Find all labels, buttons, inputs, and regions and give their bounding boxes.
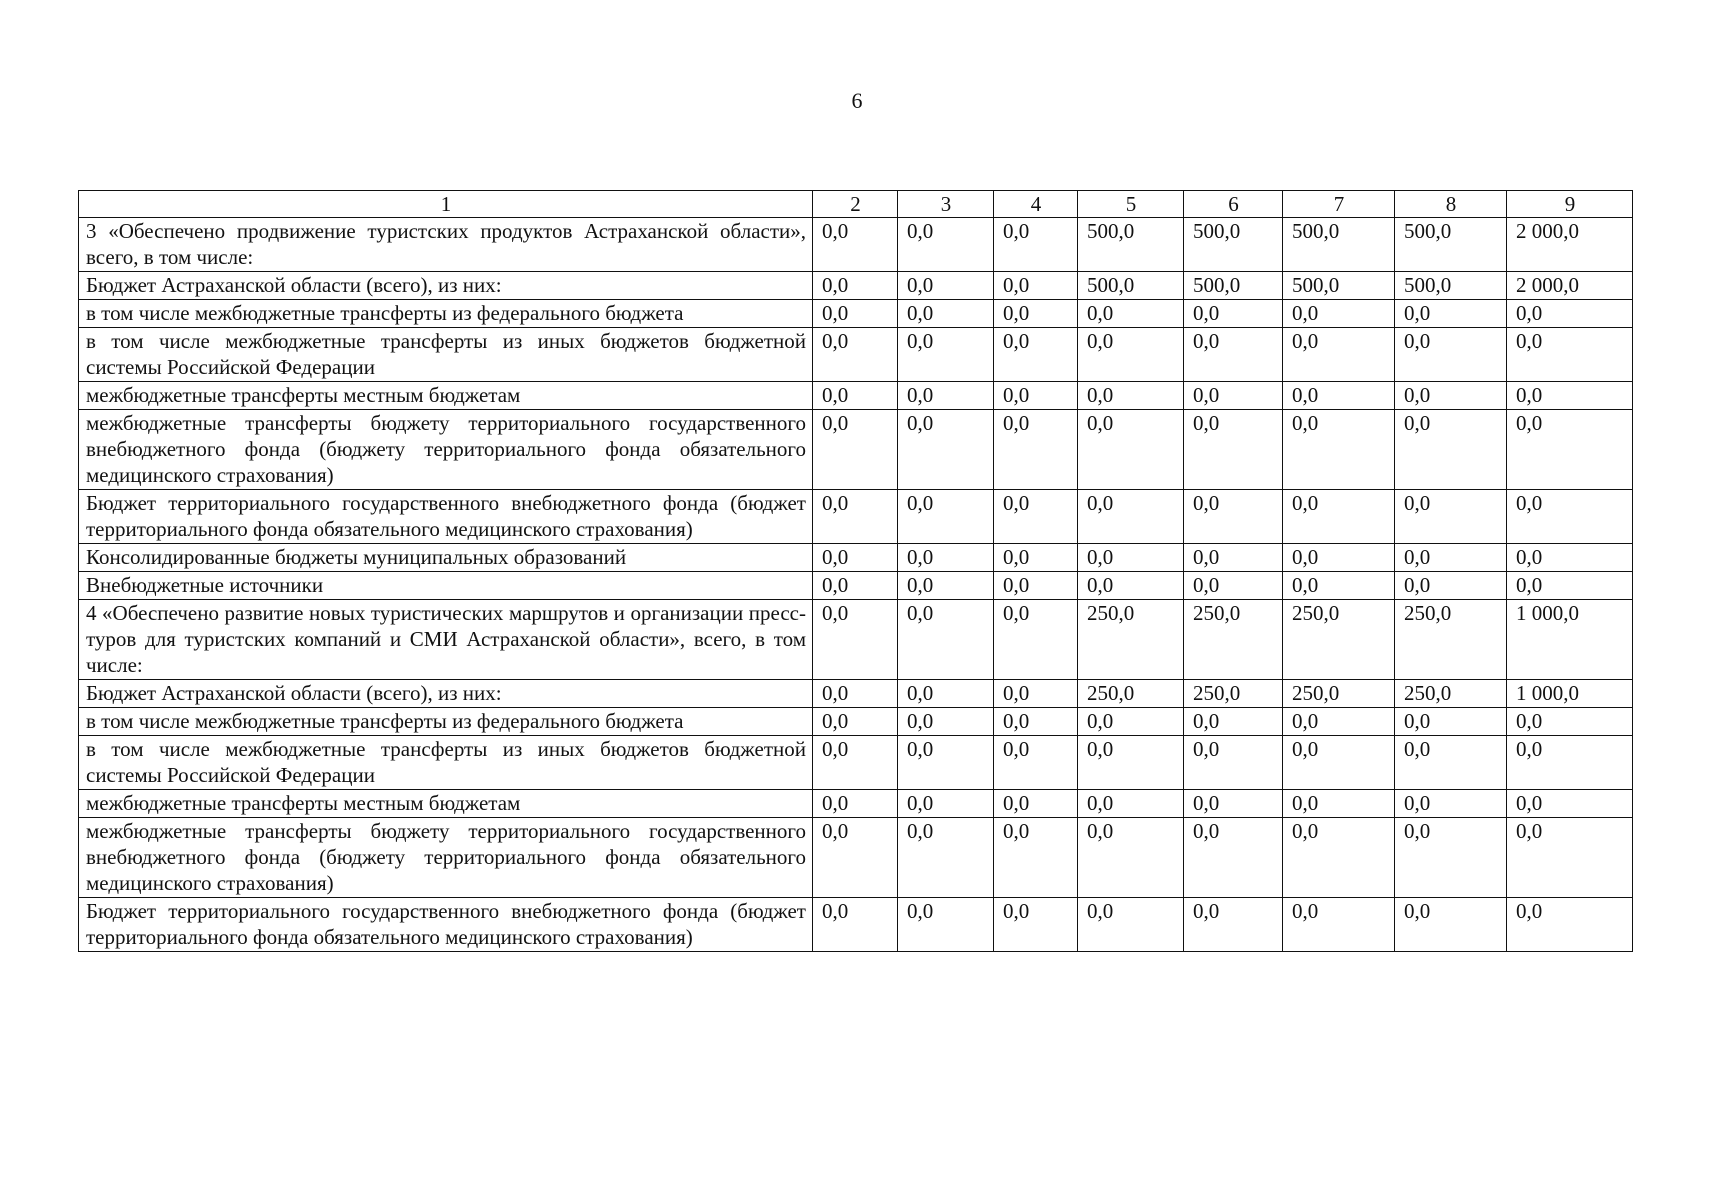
cell-value: 0,0 (813, 300, 898, 328)
cell-value: 250,0 (1283, 600, 1395, 680)
row-label: Бюджет Астраханской области (всего), из них: (79, 272, 813, 300)
table-row (79, 680, 1633, 708)
cell-value: 0,0 (1078, 382, 1184, 410)
row-label: межбюджетные трансферты местным бюджетам (79, 790, 813, 818)
row-label: в том числе межбюджетные трансферты из федерального бюджета (79, 708, 813, 736)
cell-value: 0,0 (1184, 328, 1283, 382)
table-row (79, 410, 1633, 490)
cell-value: 0,0 (1283, 382, 1395, 410)
cell-value: 0,0 (1078, 736, 1184, 790)
row-label: Бюджет территориального государственного внебюджетного фонда (бюджет территориального фонда обязательного медицинского страхования) (79, 898, 813, 952)
cell-value: 0,0 (1184, 708, 1283, 736)
cell-value: 0,0 (994, 300, 1078, 328)
cell-value: 0,0 (1507, 382, 1633, 410)
budget-table (78, 190, 1633, 952)
budget-table-container (78, 190, 1632, 952)
cell-value: 0,0 (898, 490, 994, 544)
cell-value: 0,0 (1184, 572, 1283, 600)
cell-value: 500,0 (1395, 272, 1507, 300)
cell-value: 0,0 (994, 272, 1078, 300)
row-label: Бюджет территориального государственного внебюджетного фонда (бюджет территориального фонда обязательного медицинского страхования) (79, 490, 813, 544)
cell-value: 0,0 (994, 898, 1078, 952)
row-label: 4 «Обеспечено развитие новых туристических маршрутов и организации пресс-туров для туристских компаний и СМИ Астраханской области», всего, в том числе: (79, 600, 813, 680)
cell-value: 0,0 (1283, 410, 1395, 490)
cell-value: 0,0 (813, 898, 898, 952)
cell-value: 0,0 (1395, 708, 1507, 736)
column-header: 4 (994, 191, 1078, 218)
cell-value: 0,0 (813, 490, 898, 544)
cell-value: 0,0 (1395, 790, 1507, 818)
cell-value: 0,0 (1078, 818, 1184, 898)
cell-value: 0,0 (1507, 544, 1633, 572)
cell-value: 0,0 (1507, 708, 1633, 736)
cell-value: 0,0 (1395, 490, 1507, 544)
cell-value: 0,0 (1078, 328, 1184, 382)
cell-value: 0,0 (813, 736, 898, 790)
cell-value: 0,0 (1078, 490, 1184, 544)
cell-value: 0,0 (813, 272, 898, 300)
cell-value: 0,0 (813, 680, 898, 708)
cell-value: 500,0 (1184, 272, 1283, 300)
row-label: в том числе межбюджетные трансферты из иных бюджетов бюджетной системы Российской Федерации (79, 736, 813, 790)
cell-value: 0,0 (1184, 790, 1283, 818)
cell-value: 0,0 (898, 736, 994, 790)
cell-value: 0,0 (813, 600, 898, 680)
table-row (79, 218, 1633, 272)
cell-value: 0,0 (994, 544, 1078, 572)
cell-value: 250,0 (1395, 600, 1507, 680)
column-header: 3 (898, 191, 994, 218)
cell-value: 0,0 (994, 708, 1078, 736)
cell-value: 0,0 (1395, 544, 1507, 572)
cell-value: 0,0 (1184, 818, 1283, 898)
cell-value: 0,0 (813, 708, 898, 736)
cell-value: 0,0 (1184, 382, 1283, 410)
table-row (79, 790, 1633, 818)
table-row (79, 490, 1633, 544)
row-label: Консолидированные бюджеты муниципальных образований (79, 544, 813, 572)
row-label: Внебюджетные источники (79, 572, 813, 600)
cell-value: 0,0 (1283, 736, 1395, 790)
cell-value: 1 000,0 (1507, 600, 1633, 680)
cell-value: 0,0 (994, 410, 1078, 490)
column-header: 9 (1507, 191, 1633, 218)
cell-value: 0,0 (898, 790, 994, 818)
cell-value: 0,0 (1395, 382, 1507, 410)
cell-value: 0,0 (1078, 708, 1184, 736)
cell-value: 2 000,0 (1507, 218, 1633, 272)
cell-value: 0,0 (1283, 898, 1395, 952)
cell-value: 0,0 (1078, 410, 1184, 490)
column-header: 2 (813, 191, 898, 218)
cell-value: 1 000,0 (1507, 680, 1633, 708)
cell-value: 0,0 (1078, 544, 1184, 572)
cell-value: 0,0 (898, 680, 994, 708)
cell-value: 0,0 (1283, 300, 1395, 328)
cell-value: 0,0 (813, 410, 898, 490)
column-header: 1 (79, 191, 813, 218)
cell-value: 0,0 (1507, 818, 1633, 898)
table-row (79, 898, 1633, 952)
cell-value: 250,0 (1283, 680, 1395, 708)
cell-value: 0,0 (1078, 790, 1184, 818)
cell-value: 0,0 (813, 218, 898, 272)
cell-value: 0,0 (813, 818, 898, 898)
cell-value: 0,0 (898, 300, 994, 328)
cell-value: 0,0 (1395, 572, 1507, 600)
cell-value: 0,0 (813, 572, 898, 600)
cell-value: 0,0 (1395, 410, 1507, 490)
cell-value: 0,0 (1184, 736, 1283, 790)
cell-value: 500,0 (1283, 218, 1395, 272)
row-label: межбюджетные трансферты бюджету территориального государственного внебюджетного фонда (бюджету территориального фонда обязательного медицинского страхования) (79, 818, 813, 898)
column-header: 8 (1395, 191, 1507, 218)
cell-value: 0,0 (994, 218, 1078, 272)
cell-value: 500,0 (1184, 218, 1283, 272)
cell-value: 0,0 (898, 328, 994, 382)
cell-value: 0,0 (1507, 490, 1633, 544)
cell-value: 0,0 (1507, 410, 1633, 490)
cell-value: 0,0 (898, 218, 994, 272)
column-header: 5 (1078, 191, 1184, 218)
cell-value: 0,0 (1507, 790, 1633, 818)
cell-value: 0,0 (1283, 572, 1395, 600)
cell-value: 500,0 (1078, 218, 1184, 272)
cell-value: 250,0 (1184, 680, 1283, 708)
table-row (79, 328, 1633, 382)
cell-value: 0,0 (994, 572, 1078, 600)
table-row (79, 818, 1633, 898)
table-row (79, 736, 1633, 790)
cell-value: 0,0 (994, 818, 1078, 898)
cell-value: 0,0 (1283, 818, 1395, 898)
cell-value: 0,0 (898, 572, 994, 600)
table-row (79, 272, 1633, 300)
page-number: 6 (851, 88, 863, 113)
cell-value: 250,0 (1078, 680, 1184, 708)
row-label: в том числе межбюджетные трансферты из федерального бюджета (79, 300, 813, 328)
cell-value: 0,0 (994, 736, 1078, 790)
cell-value: 0,0 (898, 708, 994, 736)
cell-value: 0,0 (1507, 898, 1633, 952)
cell-value: 0,0 (994, 600, 1078, 680)
table-row (79, 544, 1633, 572)
cell-value: 0,0 (1507, 328, 1633, 382)
cell-value: 0,0 (1283, 790, 1395, 818)
cell-value: 250,0 (1184, 600, 1283, 680)
cell-value: 0,0 (898, 898, 994, 952)
column-header: 6 (1184, 191, 1283, 218)
cell-value: 0,0 (1395, 818, 1507, 898)
cell-value: 0,0 (1283, 708, 1395, 736)
row-label: 3 «Обеспечено продвижение туристских продуктов Астраханской области», всего, в том числе: (79, 218, 813, 272)
cell-value: 0,0 (813, 544, 898, 572)
cell-value: 0,0 (1184, 410, 1283, 490)
cell-value: 0,0 (1507, 736, 1633, 790)
cell-value: 0,0 (994, 680, 1078, 708)
cell-value: 0,0 (1395, 300, 1507, 328)
cell-value: 250,0 (1395, 680, 1507, 708)
cell-value: 0,0 (1395, 736, 1507, 790)
cell-value: 500,0 (1283, 272, 1395, 300)
row-label: межбюджетные трансферты бюджету территориального государственного внебюджетного фонда (бюджету территориального фонда обязательного медицинского страхования) (79, 410, 813, 490)
cell-value: 0,0 (1184, 544, 1283, 572)
cell-value: 0,0 (1078, 572, 1184, 600)
cell-value: 0,0 (813, 790, 898, 818)
cell-value: 0,0 (1283, 490, 1395, 544)
row-label: Бюджет Астраханской области (всего), из них: (79, 680, 813, 708)
cell-value: 2 000,0 (1507, 272, 1633, 300)
cell-value: 0,0 (994, 328, 1078, 382)
cell-value: 0,0 (898, 410, 994, 490)
cell-value: 0,0 (813, 328, 898, 382)
cell-value: 0,0 (994, 382, 1078, 410)
cell-value: 0,0 (898, 818, 994, 898)
header-row (79, 191, 1633, 218)
cell-value: 0,0 (898, 544, 994, 572)
cell-value: 0,0 (1507, 300, 1633, 328)
table-row (79, 708, 1633, 736)
cell-value: 250,0 (1078, 600, 1184, 680)
table-row (79, 600, 1633, 680)
cell-value: 0,0 (1283, 328, 1395, 382)
cell-value: 0,0 (1078, 300, 1184, 328)
cell-value: 0,0 (1184, 300, 1283, 328)
cell-value: 0,0 (898, 600, 994, 680)
table-row (79, 572, 1633, 600)
cell-value: 0,0 (1507, 572, 1633, 600)
cell-value: 0,0 (1283, 544, 1395, 572)
cell-value: 0,0 (994, 490, 1078, 544)
row-label: в том числе межбюджетные трансферты из иных бюджетов бюджетной системы Российской Федерации (79, 328, 813, 382)
cell-value: 500,0 (1395, 218, 1507, 272)
table-row (79, 382, 1633, 410)
cell-value: 0,0 (1395, 898, 1507, 952)
row-label: межбюджетные трансферты местным бюджетам (79, 382, 813, 410)
cell-value: 0,0 (994, 790, 1078, 818)
cell-value: 0,0 (898, 382, 994, 410)
cell-value: 0,0 (1184, 898, 1283, 952)
cell-value: 500,0 (1078, 272, 1184, 300)
column-header: 7 (1283, 191, 1395, 218)
cell-value: 0,0 (1395, 328, 1507, 382)
table-row (79, 300, 1633, 328)
cell-value: 0,0 (813, 382, 898, 410)
cell-value: 0,0 (1078, 898, 1184, 952)
cell-value: 0,0 (898, 272, 994, 300)
cell-value: 0,0 (1184, 490, 1283, 544)
